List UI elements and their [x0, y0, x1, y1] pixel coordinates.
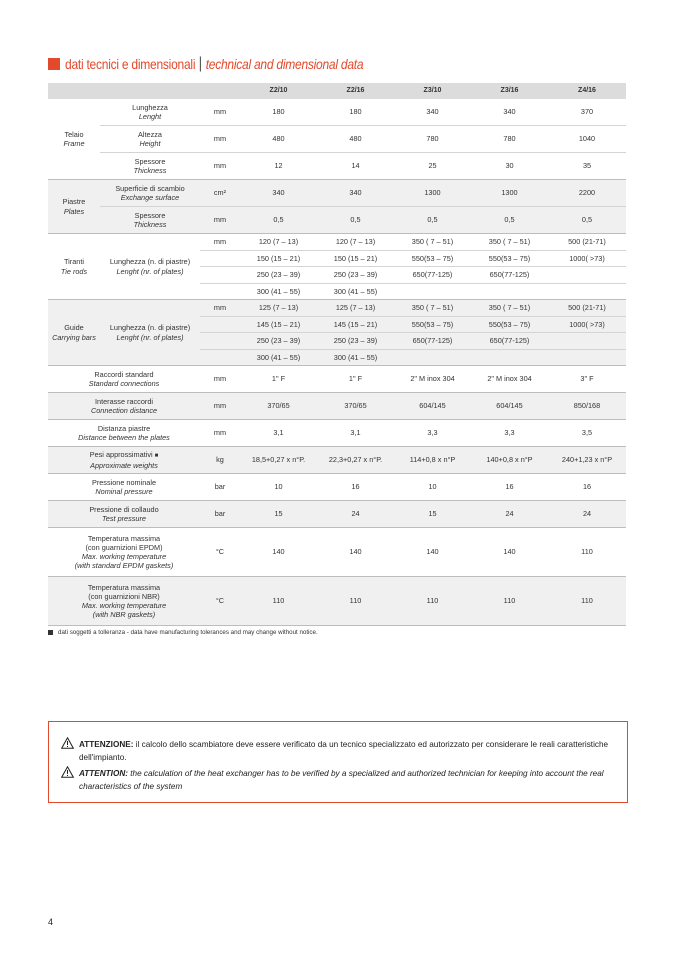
value-cell: 3" F [548, 366, 626, 393]
value-cell: 2" M inox 304 [394, 366, 471, 393]
table-row [48, 207, 626, 234]
value-cell: 604/145 [394, 393, 471, 420]
value-cell: 145 (15 – 21) [317, 316, 394, 333]
value-cell: 125 (7 – 13) [240, 300, 317, 317]
unit-cell: mm [200, 366, 240, 393]
group-guides: Guide Carrying bars [48, 300, 100, 366]
header-cell [48, 83, 100, 99]
value-cell: 2200 [548, 180, 626, 207]
value-cell: 300 (41 – 55) [317, 283, 394, 300]
value-cell: 1000( >73) [548, 250, 626, 267]
tolerance-note-text: dati soggetti a tolleranza - data have manufacturing tolerances and may change without notice. [58, 629, 318, 636]
row-label: Lunghezza Lenght [132, 102, 168, 121]
warning-box [48, 721, 628, 803]
table-row [48, 234, 626, 251]
heading-separator: | [198, 55, 203, 72]
row-label: Temperatura massima (con guarnizioni NBR) Max. working temperature (with NBR gaskets) [48, 577, 200, 626]
table-row [48, 420, 626, 447]
value-cell: 3,3 [394, 420, 471, 447]
value-cell: 300 (41 – 55) [240, 283, 317, 300]
unit-cell: bar [200, 474, 240, 501]
group-plates: Piastre Plates [48, 180, 100, 234]
warning-it-text: il calcolo dello scambiatore deve essere verificato da un tecnico specializzato ed autorizzato per considerare le reali caratteristiche dell'impianto. [79, 740, 609, 762]
value-cell: 1" F [240, 366, 317, 393]
value-cell: 140+0,8 x n°P [471, 447, 548, 474]
value-cell: 604/145 [471, 393, 548, 420]
value-cell: 180 [349, 107, 362, 117]
unit-cell [200, 349, 240, 366]
unit-cell [200, 333, 240, 350]
heading-title-en: technical and dimensional data [205, 56, 364, 72]
value-cell: 1" F [317, 366, 394, 393]
value-cell: 2" M inox 304 [471, 366, 548, 393]
value-cell: 110 [548, 528, 626, 577]
warning-triangle-icon [61, 766, 74, 778]
tolerance-mark-icon: ■ [154, 453, 159, 460]
unit-cell: kg [200, 447, 240, 474]
value-cell: 180 [272, 107, 285, 117]
value-cell: 1300 [471, 180, 548, 207]
value-cell [471, 349, 548, 366]
value-cell [394, 349, 471, 366]
value-cell: 300 (41 – 55) [240, 349, 317, 366]
warning-triangle-icon [61, 737, 74, 749]
unit-cell: mm [200, 207, 240, 234]
value-cell: 3,3 [471, 420, 548, 447]
table-row [48, 99, 626, 126]
value-cell: 370 [580, 107, 594, 117]
table-row [48, 501, 626, 528]
value-cell: 240+1,23 x n°P [548, 447, 626, 474]
unit-cell [200, 283, 240, 300]
value-cell: 340 [240, 180, 317, 207]
value-cell: 18,5+0,27 x n°P. [240, 447, 317, 474]
table-row [48, 447, 626, 474]
unit-cell: bar [200, 501, 240, 528]
unit-cell: °C [200, 528, 240, 577]
value-cell: 250 (23 – 39) [317, 267, 394, 284]
header-cell [100, 83, 200, 99]
value-cell: 3,1 [317, 420, 394, 447]
warning-it-label: ATTENZIONE: [79, 740, 134, 749]
row-label: Lunghezza (n. di piastre) Lenght (nr. of plates) [100, 234, 200, 300]
row-label: Raccordi standard Standard connections [48, 366, 200, 393]
value-cell: 780 [471, 126, 548, 153]
unit-cell [200, 316, 240, 333]
value-cell: 1040 [548, 126, 626, 153]
value-cell: 3,5 [548, 420, 626, 447]
unit-cell [200, 250, 240, 267]
value-cell [548, 333, 626, 350]
note-bullet-icon [48, 630, 53, 635]
value-cell: 10 [240, 474, 317, 501]
value-cell: 480 [317, 126, 394, 153]
value-cell: 340 [317, 180, 394, 207]
value-cell: 250 (23 – 39) [240, 267, 317, 284]
table-row [48, 393, 626, 420]
row-label: Altezza Height [100, 126, 200, 153]
value-cell: 0,5 [471, 207, 548, 234]
table-row [48, 300, 626, 317]
value-cell: 850/168 [548, 393, 626, 420]
value-cell: 24 [548, 501, 626, 528]
value-cell: 12 [240, 153, 317, 180]
unit-cell [200, 267, 240, 284]
unit-cell: mm [200, 393, 240, 420]
unit-cell: °C [200, 577, 240, 626]
unit-cell: mm [213, 107, 227, 117]
warning-en-label: ATTENTION: [79, 769, 128, 778]
value-cell: 15 [394, 501, 471, 528]
value-cell: 480 [240, 126, 317, 153]
header-z4-16: Z4/16 [548, 83, 626, 99]
value-cell: 650(77-125) [394, 267, 471, 284]
unit-cell: mm [200, 153, 240, 180]
value-cell: 3,1 [240, 420, 317, 447]
row-label: Pesi approssimativi ■ Approximate weights [48, 447, 200, 474]
value-cell: 110 [317, 577, 394, 626]
group-tie-rods: Tiranti Tie rods [48, 234, 100, 300]
value-cell: 140 [471, 528, 548, 577]
value-cell: 30 [471, 153, 548, 180]
table-row [48, 528, 626, 577]
value-cell: 550(53 – 75) [394, 316, 471, 333]
row-label: Spessore Thickness [100, 153, 200, 180]
value-cell: 300 (41 – 55) [317, 349, 394, 366]
value-cell: 120 (7 – 13) [240, 234, 317, 251]
value-cell: 16 [471, 474, 548, 501]
value-cell: 120 (7 – 13) [317, 234, 394, 251]
value-cell: 0,5 [240, 207, 317, 234]
value-cell [548, 283, 626, 300]
unit-cell: mm [200, 420, 240, 447]
value-cell: 125 (7 – 13) [317, 300, 394, 317]
value-cell: 350 ( 7 – 51) [471, 234, 548, 251]
value-cell: 150 (15 – 21) [240, 250, 317, 267]
value-cell: 25 [394, 153, 471, 180]
value-cell [394, 283, 471, 300]
table-row [48, 126, 626, 153]
warning-en-text: the calculation of the heat exchanger has to be verified by a specialized and authorized technician for keeping into account the real characteristics of the system [79, 769, 604, 791]
value-cell: 16 [548, 474, 626, 501]
row-label: Lunghezza (n. di piastre) Lenght (nr. of plates) [100, 300, 200, 366]
value-cell: 0,5 [548, 207, 626, 234]
row-label: Distanza piastre Distance between the plates [48, 420, 200, 447]
unit-cell: mm [200, 234, 240, 251]
row-label: Pressione di collaudo Test pressure [48, 501, 200, 528]
value-cell: 0,5 [394, 207, 471, 234]
value-cell: 110 [394, 577, 471, 626]
heading-title-it: dati tecnici e dimensionali [65, 56, 196, 72]
header-z2-16: Z2/16 [317, 83, 394, 99]
value-cell: 550(53 – 75) [471, 250, 548, 267]
value-cell: 250 (23 – 39) [317, 333, 394, 350]
table-row [48, 474, 626, 501]
value-cell: 650(77-125) [471, 333, 548, 350]
value-cell: 35 [548, 153, 626, 180]
value-cell: 650(77-125) [394, 333, 471, 350]
value-cell: 350 ( 7 – 51) [471, 300, 548, 317]
value-cell: 1000( >73) [548, 316, 626, 333]
value-cell: 114+0,8 x n°P [394, 447, 471, 474]
value-cell: 500 (21-71) [548, 300, 626, 317]
value-cell: 10 [394, 474, 471, 501]
value-cell: 250 (23 – 39) [240, 333, 317, 350]
value-cell: 500 (21-71) [548, 234, 626, 251]
row-label: Pressione nominale Nominal pressure [48, 474, 200, 501]
value-cell: 110 [240, 577, 317, 626]
tolerance-note [48, 629, 318, 636]
value-cell: 15 [240, 501, 317, 528]
unit-cell: mm [200, 300, 240, 317]
value-cell: 350 ( 7 – 51) [394, 234, 471, 251]
value-cell: 550(53 – 75) [394, 250, 471, 267]
spec-table [48, 83, 626, 626]
heading-marker-icon [48, 58, 60, 70]
warning-it [61, 738, 617, 764]
table-row [48, 577, 626, 626]
value-cell: 14 [317, 153, 394, 180]
value-cell: 110 [548, 577, 626, 626]
unit-cell: mm [200, 126, 240, 153]
row-label: Spessore Thickness [100, 207, 200, 234]
row-label: Superficie di scambio Exchange surface [100, 180, 200, 207]
value-cell: 370/65 [240, 393, 317, 420]
header-cell [200, 83, 240, 99]
section-heading [48, 55, 412, 73]
value-cell: 140 [240, 528, 317, 577]
header-z3-10: Z3/10 [394, 83, 471, 99]
value-cell: 140 [394, 528, 471, 577]
table-row [48, 366, 626, 393]
value-cell: 22,3+0,27 x n°P. [317, 447, 394, 474]
value-cell [548, 349, 626, 366]
value-cell: 1300 [394, 180, 471, 207]
value-cell: 150 (15 – 21) [317, 250, 394, 267]
value-cell: 340 [503, 107, 516, 117]
value-cell: 110 [471, 577, 548, 626]
header-z3-16: Z3/16 [471, 83, 548, 99]
header-z2-10: Z2/10 [240, 83, 317, 99]
page-number: 4 [48, 917, 54, 927]
value-cell: 350 ( 7 – 51) [394, 300, 471, 317]
row-label: Temperatura massima (con guarnizioni EPDM) Max. working temperature (with standard EPDM gaskets) [48, 528, 200, 577]
value-cell [471, 283, 548, 300]
warning-en [61, 767, 617, 793]
row-label: Interasse raccordi Connection distance [48, 393, 200, 420]
table-row [48, 180, 626, 207]
value-cell: 24 [317, 501, 394, 528]
value-cell: 650(77-125) [471, 267, 548, 284]
group-frame: Telaio Frame [63, 129, 85, 148]
value-cell: 140 [317, 528, 394, 577]
value-cell: 780 [394, 126, 471, 153]
value-cell: 550(53 – 75) [471, 316, 548, 333]
value-cell [548, 267, 626, 284]
value-cell: 24 [471, 501, 548, 528]
value-cell: 370/65 [317, 393, 394, 420]
table-header-row [48, 83, 626, 99]
value-cell: 145 (15 – 21) [240, 316, 317, 333]
value-cell: 0,5 [317, 207, 394, 234]
value-cell: 16 [317, 474, 394, 501]
unit-cell: cm² [200, 180, 240, 207]
value-cell: 340 [426, 107, 439, 117]
table-row [48, 153, 626, 180]
